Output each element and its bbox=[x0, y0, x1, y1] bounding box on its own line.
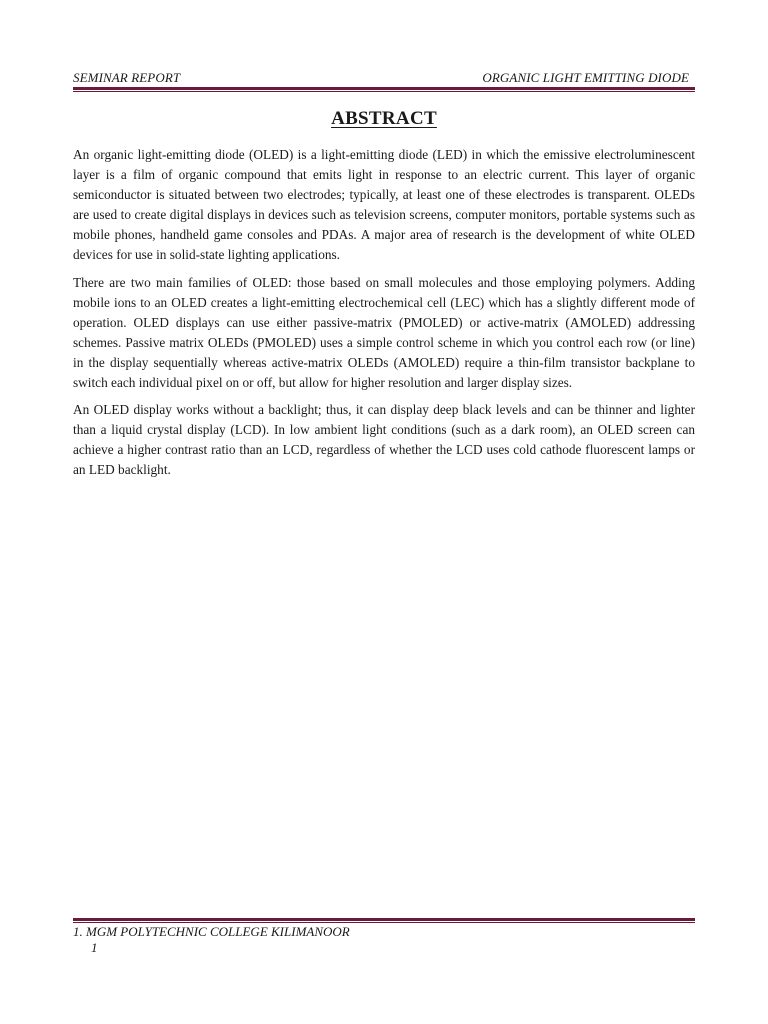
header-right-text: ORGANIC LIGHT EMITTING DIODE bbox=[482, 70, 689, 85]
header-divider bbox=[73, 87, 695, 92]
page-title bbox=[0, 108, 768, 130]
footer-college-name: 1. MGM POLYTECHNIC COLLEGE KILIMANOOR bbox=[73, 924, 350, 939]
paragraph-3: An OLED display works without a backlight; thus, it can display deep black levels and can be thinner and lighter than a liquid crystal display (LCD). In low ambient light conditions (such as a dark room), an OLED screen can achieve a higher contrast ratio than an LCD, regardless of whether the LCD uses cold cathode fluorescent lamps or an LED backlight. bbox=[73, 402, 695, 478]
header-left-text: SEMINAR REPORT bbox=[73, 70, 181, 85]
footer-divider bbox=[73, 918, 695, 923]
page-footer bbox=[73, 924, 350, 956]
page-title-text: ABSTRACT bbox=[331, 108, 437, 129]
page-number: 1 bbox=[91, 940, 98, 955]
paragraph-2: There are two main families of OLED: those based on small molecules and those employing polymers. Adding mobile ions to an OLED creates a light-emitting electrochemical cell (LEC) which has a slightly different mode of operation. OLED displays can use either passive-matrix (PMOLED) or active-matrix (AMOLED) addressing schemes. Passive matrix OLEDs (PMOLED) uses a simple control scheme in which you control each row (or line) in the display sequentially whereas active-matrix OLEDs (AMOLED) require a thin-film transistor backplane to switch each individual pixel on or off, but allow for higher resolution and larger display sizes. bbox=[73, 274, 695, 391]
page-header bbox=[73, 70, 695, 86]
abstract-body bbox=[73, 145, 695, 488]
paragraph-1: An organic light-emitting diode (OLED) is a light-emitting diode (LED) in which the emissive electroluminescent layer is a film of organic compound that emits light in response to an electric current. This layer of organic semiconductor is situated between two electrodes; typically, at least one of these electrodes is transparent. OLEDs are used to create digital displays in devices such as television screens, computer monitors, portable systems such as mobile phones, handheld game consoles and PDAs. A major area of research is the development of white OLED devices for use in solid-state lighting applications. bbox=[73, 147, 695, 263]
